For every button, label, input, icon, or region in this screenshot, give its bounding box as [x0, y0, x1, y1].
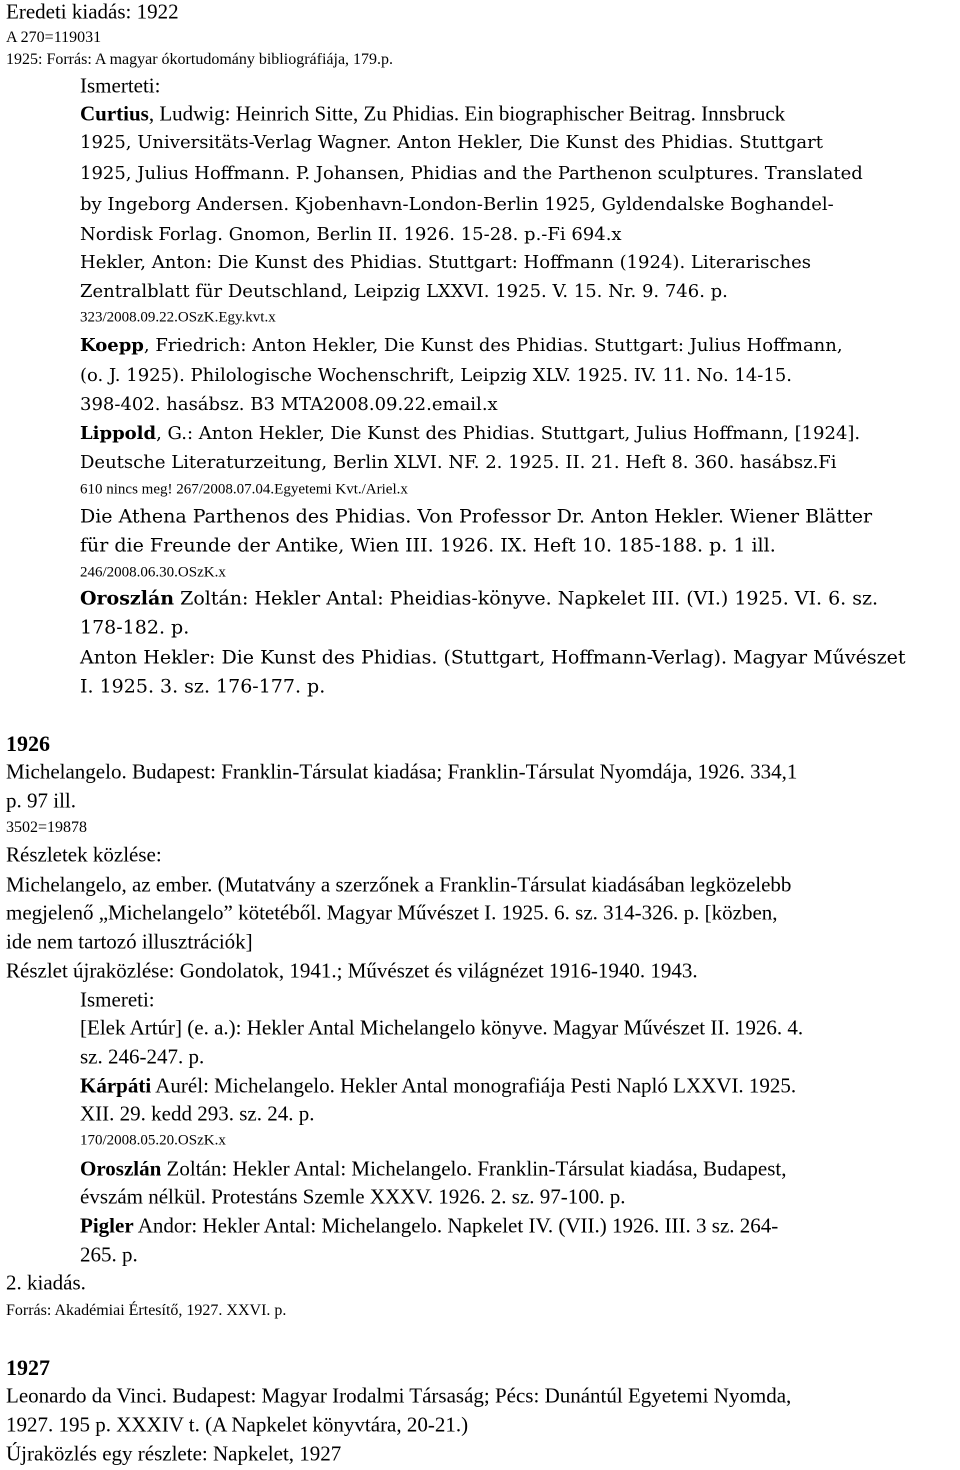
line-text: Eredeti kiadás: 1922 — [6, 0, 179, 24]
text-line — [80, 616, 190, 639]
text-line — [6, 1441, 342, 1466]
text-line — [6, 1412, 469, 1437]
author-name: Curtius — [80, 101, 149, 126]
line-text: Zoltán: Hekler Antal: Pheidias-könyve. Napkelet III. (VI.) 1925. VI. 6. sz. — [174, 587, 879, 610]
line-text: 1925, Universitäts-Verlag Wagner. Anton Hekler, Die Kunst des Phidias. Stuttgart — [80, 132, 823, 153]
text-line — [80, 483, 408, 498]
line-text: 265. p. — [80, 1242, 138, 1267]
line-text: , Ludwig: Heinrich Sitte, Zu Phidias. Ein biographischer Beitrag. Innsbruck — [148, 101, 786, 126]
line-text: Forrás: Akadémiai Értesítő, 1927. XXVI. p. — [6, 1302, 287, 1319]
text-line — [80, 534, 776, 557]
line-text: XII. 29. kedd 293. sz. 24. p. — [80, 1101, 315, 1126]
line-text: Hekler, Anton: Die Kunst des Phidias. Stuttgart: Hoffmann (1924). Literarisches — [80, 252, 811, 273]
line-text: 178-182. p. — [80, 616, 190, 639]
line-text: Deutsche Literaturzeitung, Berlin XLVI. NF. 2. 1925. II. 21. Heft 8. 360. hasábsz.Fi — [80, 452, 837, 473]
line-text: Részletek közlése: — [6, 842, 162, 867]
text-line — [80, 1184, 626, 1209]
text-line — [80, 311, 276, 326]
line-text: 2. kiadás. — [6, 1270, 86, 1295]
line-text: Ismerteti: — [80, 73, 161, 98]
line-text: 1926 — [6, 731, 50, 756]
text-line — [6, 733, 50, 755]
line-text: Die Athena Parthenos des Phidias. Von Professor Dr. Anton Hekler. Wiener Blätter — [80, 505, 873, 528]
text-line — [80, 367, 792, 385]
text-line — [6, 1270, 86, 1295]
text-line — [80, 1156, 787, 1181]
text-line — [80, 454, 837, 472]
line-text: für die Freunde der Antike, Wien III. 1926. IX. Heft 10. 185-188. p. 1 ill. — [80, 534, 776, 557]
author-name: Koepp — [80, 335, 144, 356]
line-text: by Ingeborg Andersen. Kjobenhavn-London-Berlin 1925, Gyldendalske Boghandel- — [80, 194, 834, 215]
text-line — [80, 1213, 779, 1238]
text-line — [80, 1101, 315, 1126]
text-line — [80, 134, 823, 152]
text-line — [6, 788, 77, 813]
line-text: sz. 246-247. p. — [80, 1044, 205, 1069]
line-text: Aurél: Michelangelo. Hekler Antal monografiája Pesti Napló LXXVI. 1925. — [151, 1073, 797, 1098]
text-line — [80, 505, 873, 528]
text-line — [80, 101, 786, 126]
text-line — [6, 900, 778, 925]
line-text: , G.: Anton Hekler, Die Kunst des Phidias. Stuttgart, Julius Hoffmann, [1924]. — [156, 423, 861, 444]
line-text: 1925: Forrás: A magyar ókortudomány bibliográfiája, 179.p. — [6, 51, 394, 68]
text-line — [6, 2, 179, 23]
text-line — [80, 396, 498, 414]
author-name: Lippold — [80, 423, 157, 444]
text-line — [6, 1303, 286, 1319]
text-line — [80, 587, 879, 610]
line-text: Zentralblatt für Deutschland, Leipzig LXXVI. 1925. V. 15. Nr. 9. 746. p. — [80, 281, 728, 302]
line-text: (o. J. 1925). Philologische Wochenschrift, Leipzig XLV. 1925. IV. 11. No. 14-15. — [80, 365, 793, 386]
line-text: 246/2008.06.30.OSzK.x — [80, 564, 226, 581]
text-line — [80, 425, 860, 443]
text-line — [80, 283, 728, 301]
line-text: Michelangelo, az ember. (Mutatvány a szerzőnek a Franklin-Társulat kiadásában legközelebb — [6, 872, 792, 897]
author-name: Pigler — [80, 1213, 134, 1238]
text-line — [6, 842, 162, 867]
line-text: 1925, Julius Hoffmann. P. Johansen, Phidias and the Parthenon sculptures. Translated — [80, 163, 863, 184]
line-text: p. 97 ill. — [6, 788, 77, 813]
line-text: 323/2008.09.22.OSzK.Egy.kvt.x — [80, 309, 276, 326]
line-text: Leonardo da Vinci. Budapest: Magyar Irodalmi Társaság; Pécs: Dunántúl Egyetemi Nyomda, — [6, 1383, 792, 1408]
text-line — [6, 52, 393, 68]
text-line — [80, 1044, 205, 1069]
text-line — [80, 73, 161, 98]
text-line — [80, 196, 834, 214]
line-text: Andor: Hekler Antal: Michelangelo. Napkelet IV. (VII.) 1926. III. 3 sz. 264- — [133, 1213, 779, 1238]
text-line — [6, 872, 792, 897]
line-text: [Elek Artúr] (e. a.): Hekler Antal Michelangelo könyve. Magyar Művészet II. 1926. 4. — [80, 1015, 804, 1040]
line-text: megjelenő „Michelangelo” kötetéből. Magyar Művészet I. 1925. 6. sz. 314-326. p. [közben, — [6, 900, 778, 925]
text-line — [80, 675, 326, 698]
text-line — [6, 1357, 50, 1379]
text-line — [6, 1383, 792, 1408]
text-line — [80, 254, 811, 272]
line-text: Nordisk Forlag. Gnomon, Berlin II. 1926. 15-28. p.-Fi 694.x — [80, 224, 622, 245]
line-text: 1927. 195 p. XXXIV t. (A Napkelet könyvtára, 20-21.) — [6, 1412, 469, 1437]
text-line — [80, 1134, 226, 1149]
line-text: ide nem tartozó illusztrációk] — [6, 929, 253, 954]
text-line — [6, 30, 101, 46]
author-name: Oroszlán — [80, 587, 175, 610]
text-line — [6, 958, 698, 983]
line-text: Michelangelo. Budapest: Franklin-Társulat kiadása; Franklin-Társulat Nyomdája, 1926. 334,1 — [6, 759, 798, 784]
line-text: Részlet újraközlése: Gondolatok, 1941.; Művészet és világnézet 1916-1940. 1943. — [6, 958, 698, 983]
line-text: 398-402. hasábsz. B3 MTA2008.09.22.email.x — [80, 394, 498, 415]
text-line — [6, 820, 87, 836]
text-line — [6, 929, 253, 954]
text-line — [80, 1242, 138, 1267]
text-line — [6, 759, 798, 784]
text-line — [80, 566, 226, 581]
line-text: A 270=119031 — [6, 29, 102, 46]
line-text: I. 1925. 3. sz. 176-177. p. — [80, 675, 326, 698]
line-text: Újraközlés egy részlete: Napkelet, 1927 — [6, 1441, 342, 1466]
line-text: 1927 — [6, 1355, 50, 1380]
text-line — [80, 646, 906, 669]
text-line — [80, 226, 622, 244]
text-line — [80, 987, 155, 1012]
line-text: Zoltán: Hekler Antal: Michelangelo. Franklin-Társulat kiadása, Budapest, — [161, 1156, 787, 1181]
author-name: Kárpáti — [80, 1073, 152, 1098]
text-line — [80, 337, 843, 355]
line-text: Anton Hekler: Die Kunst des Phidias. (Stuttgart, Hoffmann-Verlag). Magyar Művészet — [80, 646, 906, 669]
line-text: 170/2008.05.20.OSzK.x — [80, 1132, 226, 1149]
text-line — [80, 1015, 804, 1040]
line-text: évszám nélkül. Protestáns Szemle XXXV. 1926. 2. sz. 97-100. p. — [80, 1184, 626, 1209]
author-name: Oroszlán — [80, 1156, 162, 1181]
line-text: , Friedrich: Anton Hekler, Die Kunst des Phidias. Stuttgart: Julius Hoffmann, — [143, 335, 843, 356]
text-line — [80, 165, 863, 183]
line-text: Ismereti: — [80, 987, 155, 1012]
text-line — [80, 1073, 797, 1098]
line-text: 610 nincs meg! 267/2008.07.04.Egyetemi Kvt./Ariel.x — [80, 481, 408, 498]
line-text: 3502=19878 — [6, 819, 88, 836]
